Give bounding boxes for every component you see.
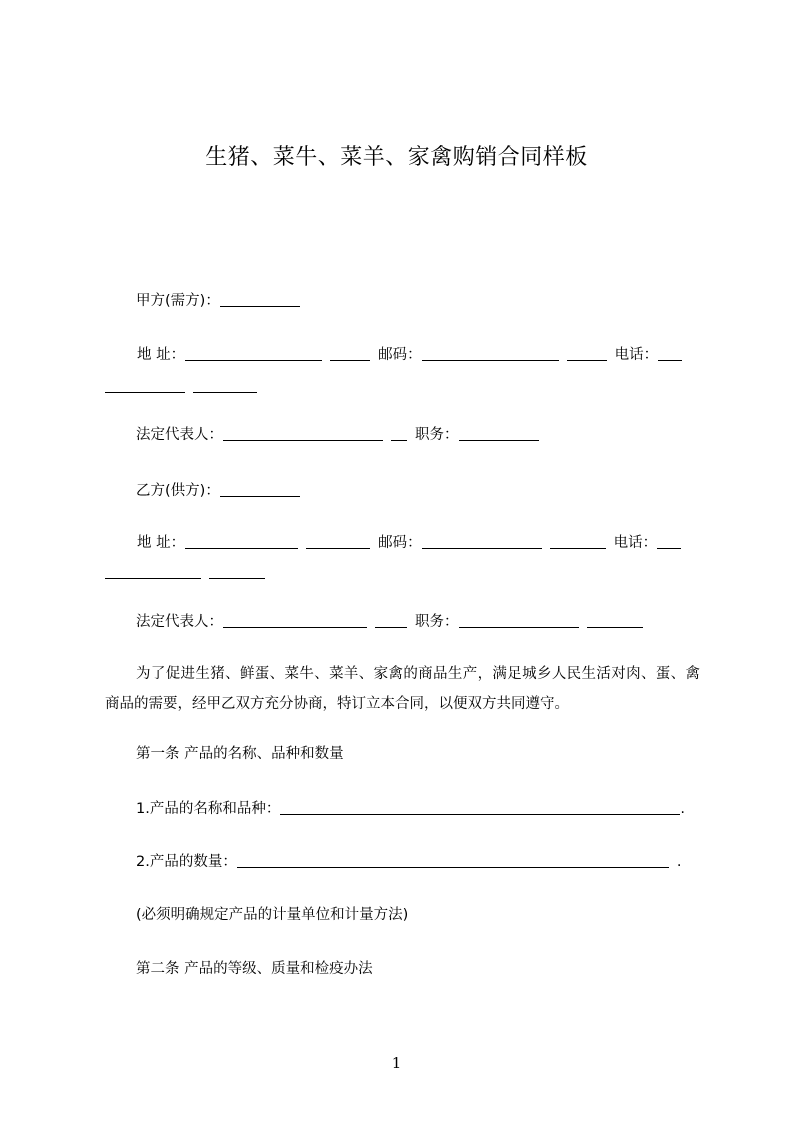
party-b-line [136,476,731,506]
blank-field[interactable] [185,547,298,549]
end-mark: . [680,801,685,817]
blank-field[interactable] [657,547,681,549]
phone-label: 电话： [614,347,659,363]
blank-field[interactable] [223,439,383,441]
article1-note: (必须明确规定产品的计量单位和计量方法) [136,907,409,923]
address-label: 地 址： [137,347,186,363]
party-b-address-line [137,528,702,558]
party-b-phone-cont [105,558,700,588]
party-a-rep-line [136,420,731,450]
position-label: 职务： [415,614,459,630]
page-number: 1 [391,1054,402,1072]
blank-field[interactable] [587,626,643,628]
item1-label: 1.产品的名称和品种： [136,801,281,817]
blank-field[interactable] [105,391,185,393]
document-title: 生猪、菜牛、菜羊、家禽购销合同样板 [205,145,588,170]
phone-label: 电话： [613,535,658,551]
address-label: 地 址： [137,535,186,551]
blank-field[interactable] [391,439,407,441]
intro-paragraph: 为了促进生猪、鲜蛋、菜牛、菜羊、家禽的商品生产，满足城乡人民生活对肉、蛋、禽商品的需要，经甲乙双方充分协商，特订立本合同，以便双方共同遵守。 [105,666,700,712]
party-a-address-line [137,340,702,370]
article1-item2 [136,847,731,877]
article1-heading: 第一条 产品的名称、品种和数量 [136,746,344,762]
blank-field[interactable] [330,359,370,361]
blank-field[interactable] [237,866,669,868]
position-label: 职务： [415,427,459,443]
blank-field[interactable] [459,626,579,628]
postcode-label: 邮码： [378,535,422,551]
blank-field[interactable] [306,547,370,549]
blank-field[interactable] [220,495,300,497]
party-b-label: 乙方(供方)： [136,483,220,499]
item2-label: 2.产品的数量： [136,854,237,870]
article1-item1 [136,794,731,824]
blank-field[interactable] [223,626,367,628]
article2-heading: 第二条 产品的等级、质量和检疫办法 [136,961,373,977]
blank-field[interactable] [422,359,559,361]
blank-field[interactable] [280,813,680,815]
blank-field[interactable] [193,391,257,393]
blank-field[interactable] [105,577,201,579]
blank-field[interactable] [422,547,542,549]
blank-field[interactable] [209,577,265,579]
blank-field[interactable] [459,439,539,441]
party-a-label: 甲方(需方)： [136,293,220,309]
party-b-rep-line [136,607,731,637]
party-a-line [136,286,731,316]
blank-field[interactable] [220,305,300,307]
blank-field[interactable] [375,626,407,628]
blank-field[interactable] [658,359,682,361]
blank-field[interactable] [550,547,606,549]
postcode-label: 邮码： [378,347,422,363]
end-mark: . [676,854,682,870]
rep-label: 法定代表人： [136,614,223,630]
blank-field[interactable] [185,359,322,361]
blank-field[interactable] [567,359,607,361]
party-a-phone-cont [105,372,700,402]
rep-label: 法定代表人： [136,427,223,443]
